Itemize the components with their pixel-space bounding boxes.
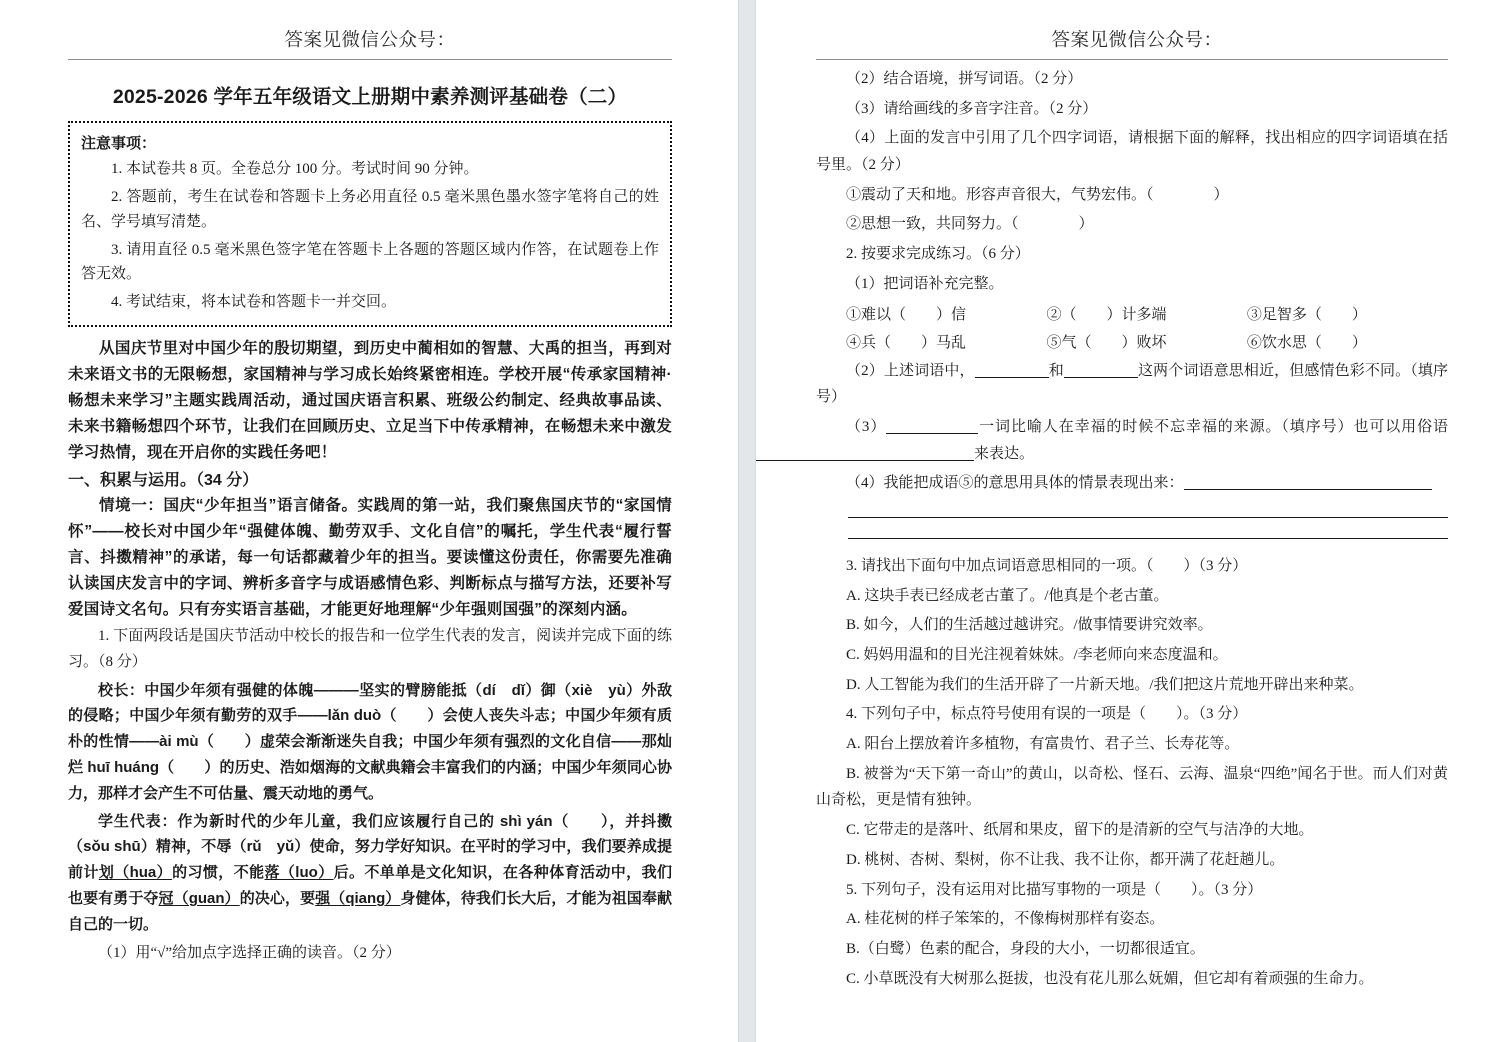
polyphone-hua: 划（hua） xyxy=(98,864,173,882)
notice-item: 4. 考试结束，将本试卷和答题卡一并交回。 xyxy=(111,294,397,311)
question-1-sub-2: （2）结合语境，拼写词语。（2 分） xyxy=(846,71,1083,87)
question-1-sub-4-item: ②思想一致，共同努力。（ ） xyxy=(846,216,1094,233)
answer-blank-line[interactable] xyxy=(848,517,1448,518)
page-header-right: 答案见微信公众号： xyxy=(816,26,1448,60)
idiom-row xyxy=(816,329,1448,358)
answer-blank[interactable] xyxy=(975,377,1049,378)
intro-paragraph: 从国庆节里对中国少年的殷切期望，到历史中蔺相如的智慧、大禹的担当，再到对未来语文书的无限畅想，家国精神与学习成长始终紧密相连。学校开展“传承家国精神·畅想未来学习”主题实践周活动，通过国庆语言积累、班级公约制定、经典故事品读、未来书籍畅想四个环节，让我们在回顾历史、立足当下中传承精神，在畅想未来中激发学习热情，现在开启你的实践任务吧！ xyxy=(68,339,672,461)
page-left xyxy=(0,0,738,1042)
section-heading-one: 一、积累与运用。（34 分） xyxy=(68,471,259,489)
q2-2-text-c: 这两个词语意思相近，但感情色彩不同。（填序号） xyxy=(816,362,1448,406)
q2-3-text-b: 一词比喻人在幸福的时候不忘幸福的来源。（填序号）也可以用俗语 xyxy=(978,418,1448,435)
question-3-option[interactable]: C. 妈妈用温和的目光注视着妹妹。/李老师向来态度温和。 xyxy=(846,647,1228,663)
q2-2-text-b: 和 xyxy=(1048,362,1064,379)
polyphone-qiang: 强（qiang） xyxy=(315,890,401,908)
student-label: 学生代表： xyxy=(98,812,178,830)
question-2-sub-1: （1）把词语补充完整。 xyxy=(846,275,1004,292)
page-gutter xyxy=(738,0,756,1042)
notice-item: 2. 答题前，考生在试卷和答题卡上务必用直径 0.5 毫米黑色墨水签字笔将自己的姓名、学号填写清楚。 xyxy=(81,189,659,230)
question-4-option[interactable]: A. 阳台上摆放着许多植物，有富贵竹、君子兰、长寿花等。 xyxy=(846,736,1240,753)
exam-title: 2025-2026 学年五年级语文上册期中素养测评基础卷（二） xyxy=(112,86,628,108)
question-1-sub-1: （1）用“√”给加点字选择正确的读音。（2 分） xyxy=(98,944,401,961)
polyphone-luo: 落（luo） xyxy=(264,864,334,882)
student-text-part-4: 的决心，要 xyxy=(239,890,316,908)
question-2-sub-3 xyxy=(816,414,1448,467)
question-3-option[interactable]: B. 如今，人们的生活越过越讲究。/做事情要讲究效率。 xyxy=(846,617,1213,634)
principal-label: 校长： xyxy=(98,681,145,699)
notice-item: 1. 本试卷共 8 页。全卷总分 100 分。考试时间 90 分钟。 xyxy=(111,161,479,177)
scenario-one-paragraph: 情境一：国庆“少年担当”语言储备。实践周的第一站，我们聚焦国庆节的“家国情怀”——校长对中国少年“强健体魄、勤劳双手、文化自信”的嘱托，学生代表“履行誓言、抖擞精神”的承诺，每一句话都藏着少年的担当。要读懂这份责任，你需要先准确认读国庆发言中的字词、辨析多音字与成语感情色彩、判断标点与描写方法，还要补写爱国诗文名句。只有夯实语言基础，才能更好地理解“少年强则国强”的深刻内涵。 xyxy=(68,496,672,619)
student-text-part-5: 身健体，待我们长大后，才能为祖国奉献自己的一切。 xyxy=(68,890,672,933)
answer-blank[interactable] xyxy=(756,460,974,461)
student-text-part-2: 的习惯，不能 xyxy=(172,864,265,882)
notice-item: 3. 请用直径 0.5 毫米黑色签字笔在答题卡上各题的答题区域内作答，在试题卷上作答无效。 xyxy=(81,241,659,283)
page-right xyxy=(756,0,1496,1042)
question-5-stem: 5. 下列句子，没有运用对比描写事物的一项是（ ）。（3 分） xyxy=(846,881,1263,898)
question-4-option[interactable]: C. 它带走的是落叶、纸屑和果皮，留下的是清新的空气与洁净的大地。 xyxy=(846,822,1314,839)
polyphone-guan: 冠（guan） xyxy=(158,890,240,908)
q2-4-text: （4）我能把成语⑤的意思用具体的情景表现出来： xyxy=(846,475,1184,492)
principal-text: 中国少年须有强健的体魄———坚实的臂膀能抵（dí dǐ）御（xiè yù）外敌的侵略；中国少年须有勤劳的双手——lǎn duò（ ）会使人丧失斗志；中国少年须有质朴的性情——ài mù（ ）虚荣会渐渐迷失自我；中国少年须有强烈的文化自信——那灿烂 huī huáng（ ）的历史、浩如烟海的文献典籍会丰富我们的内涵；中国少年须同心协力，那样才会产生不可估量、震天动地的勇气。 xyxy=(68,681,672,802)
answer-blank[interactable] xyxy=(886,433,978,434)
question-5-option[interactable]: C. 小草既没有大树那么挺拔，也没有花儿那么妩媚，但它却有着顽强的生命力。 xyxy=(846,970,1374,987)
q2-3-text-c: 来表达。 xyxy=(974,445,1035,462)
question-4-option[interactable]: B. 被誉为“天下第一奇山”的黄山，以奇松、怪石、云海、温泉“四绝”闻名于世。而人们对黄山奇松，更是情有独钟。 xyxy=(816,765,1448,809)
idiom-item: ⑤气（ ）败坏 xyxy=(1046,335,1167,351)
idiom-item: ②（ ）计多端 xyxy=(1046,306,1167,323)
question-2-stem: 2. 按要求完成练习。（6 分） xyxy=(846,246,1030,263)
question-2-sub-2 xyxy=(816,358,1448,411)
idiom-row xyxy=(816,301,1448,330)
question-1-stem: 1. 下面两段话是国庆节活动中校长的报告和一位学生代表的发言，阅读并完成下面的练习。（8 分） xyxy=(68,628,672,670)
q2-3-text-a: （3） xyxy=(846,418,887,435)
question-5-option[interactable]: A. 桂花树的样子笨笨的，不像梅树那样有姿态。 xyxy=(846,911,1165,928)
notice-title: 注意事项： xyxy=(81,135,157,152)
student-speech xyxy=(68,809,672,938)
idiom-item: ③足智多（ ） xyxy=(1246,306,1367,323)
question-3-stem: 3. 请找出下面句中加点词语意思相同的一项。（ ）（3 分） xyxy=(846,557,1248,574)
page-header-left: 答案见微信公众号： xyxy=(68,26,672,60)
answer-blank[interactable] xyxy=(1184,489,1432,490)
question-1-sub-4-item: ①震动了天和地。形容声音很大，气势宏伟。（ ） xyxy=(846,186,1229,203)
question-3-option[interactable]: D. 人工智能为我们的生活开辟了一片新天地。/我们把这片荒地开辟出来种菜。 xyxy=(846,676,1364,693)
student-text-part-1: 作为新时代的少年儿童，我们应该履行自己的 shì yán（ ），并抖擞（sǒu shū）精神，不辱（rǔ yǔ）使命，努力学好知识。在平时的学习中，我们要养成提前计 xyxy=(68,812,672,882)
question-4-option[interactable]: D. 桃树、杏树、梨树，你不让我、我不让你，都开满了花赶趟儿。 xyxy=(846,851,1285,868)
answer-blank[interactable] xyxy=(1064,377,1138,378)
idiom-item: ①难以（ ）信 xyxy=(846,306,967,323)
idiom-item: ④兵（ ）马乱 xyxy=(846,335,967,351)
idiom-item: ⑥饮水思（ ） xyxy=(1246,335,1367,351)
question-1-sub-4: （4）上面的发言中引用了几个四字词语，请根据下面的解释，找出相应的四字词语填在括号里。（2 分） xyxy=(816,130,1448,174)
question-2-sub-4 xyxy=(816,470,1448,497)
student-text-part-3: 后。不单单是文化知识，在各种体育活动中，我们也要有勇于夺 xyxy=(68,864,672,908)
question-5-option[interactable]: B.（白鹭）色素的配合，身段的大小，一切都很适宜。 xyxy=(846,940,1205,957)
q2-2-text-a: （2）上述词语中， xyxy=(846,362,975,379)
question-1-sub-3: （3）请给画线的多音字注音。（2 分） xyxy=(846,100,1098,117)
question-3-option[interactable]: A. 这块手表已经成老古董了。/他真是个老古董。 xyxy=(846,587,1169,604)
principal-speech xyxy=(68,678,672,807)
question-4-stem: 4. 下列句子中，标点符号使用有误的一项是（ ）。（3 分） xyxy=(846,706,1248,723)
notice-box xyxy=(68,121,672,327)
